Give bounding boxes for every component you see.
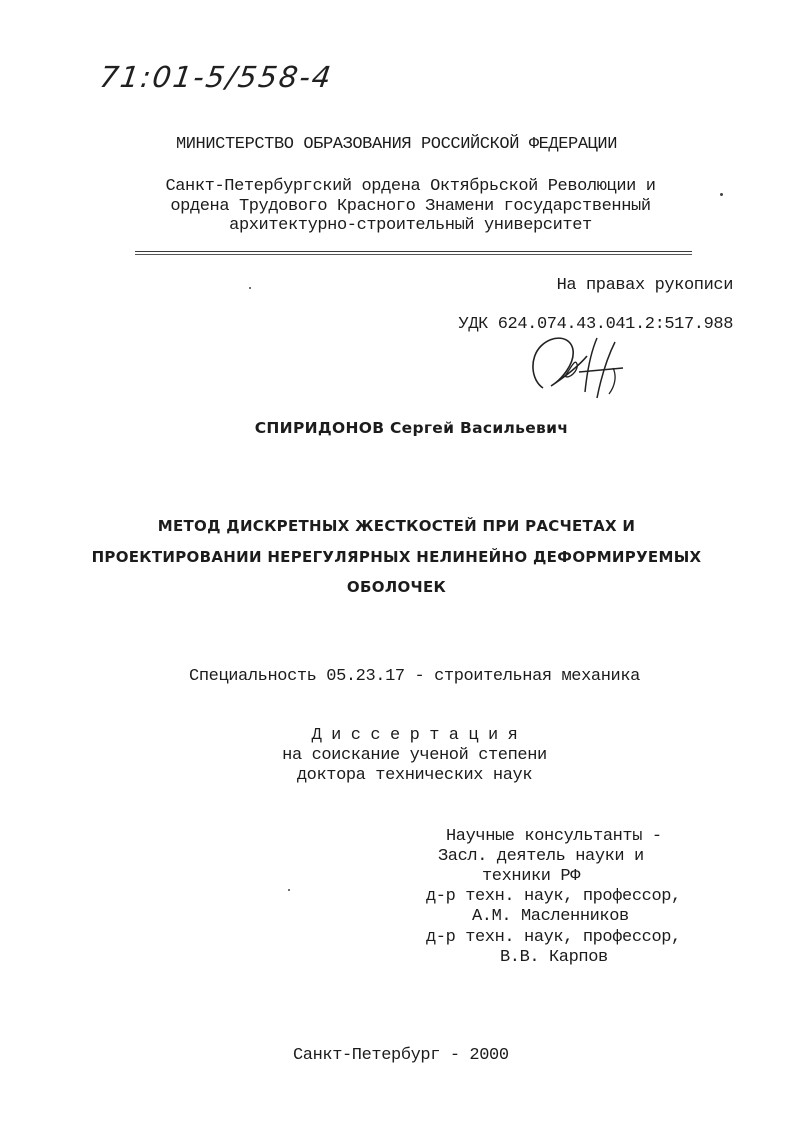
specialty: Специальность 05.23.17 - строительная механика <box>189 667 640 686</box>
consultant-title-line-1: Засл. деятель науки и <box>438 847 644 866</box>
author-name: СПИРИДОНОВ Сергей Васильевич <box>254 419 569 437</box>
consultant-1-name: А.М. Масленников <box>472 907 629 926</box>
scan-speck <box>720 193 723 196</box>
title-line-2: ПРОЕКТИРОВАНИИ НЕРЕГУЛЯРНЫХ НЕЛИНЕЙНО ДЕФОРМИРУЕМЫХ <box>91 548 702 566</box>
dissertation-field-line: доктора технических наук <box>296 766 533 785</box>
consultant-2-degree: д-р техн. наук, профессор, <box>426 928 681 947</box>
consultant-title-line-2: техники РФ <box>482 867 581 886</box>
signature <box>525 328 630 410</box>
manuscript-note: На правах рукописи <box>556 276 733 295</box>
consultants-heading: Научные консультанты - <box>446 827 662 846</box>
dissertation-degree-line: на соискание ученой степени <box>282 746 547 765</box>
consultant-2-name: В.В. Карпов <box>500 948 608 967</box>
scan-speck <box>249 287 251 289</box>
city-year: Санкт-Петербург - 2000 <box>293 1046 509 1065</box>
university-line-1: Санкт-Петербургский ордена Октябрьской Революции и <box>165 177 656 196</box>
dissertation-label: Д и с с е р т а ц и я <box>311 726 518 745</box>
archive-code: 71:01-5/558-4 <box>97 60 335 94</box>
university-line-2: ордена Трудового Красного Знамени государственный <box>170 197 651 216</box>
header-divider-secondary <box>135 254 692 255</box>
title-line-1: МЕТОД ДИСКРЕТНЫХ ЖЕСТКОСТЕЙ ПРИ РАСЧЕТАХ И <box>157 517 636 535</box>
udk-code: УДК 624.074.43.041.2:517.988 <box>458 315 733 334</box>
header-divider <box>135 251 692 252</box>
consultant-1-degree: д-р техн. наук, профессор, <box>426 887 681 906</box>
scan-speck <box>288 889 290 891</box>
ministry-heading: МИНИСТЕРСТВО ОБРАЗОВАНИЯ РОССИЙСКОЙ ФЕДЕРАЦИИ <box>175 135 618 154</box>
university-line-3: архитектурно-строительный университет <box>229 216 592 235</box>
title-line-3: ОБОЛОЧЕК <box>346 578 447 596</box>
